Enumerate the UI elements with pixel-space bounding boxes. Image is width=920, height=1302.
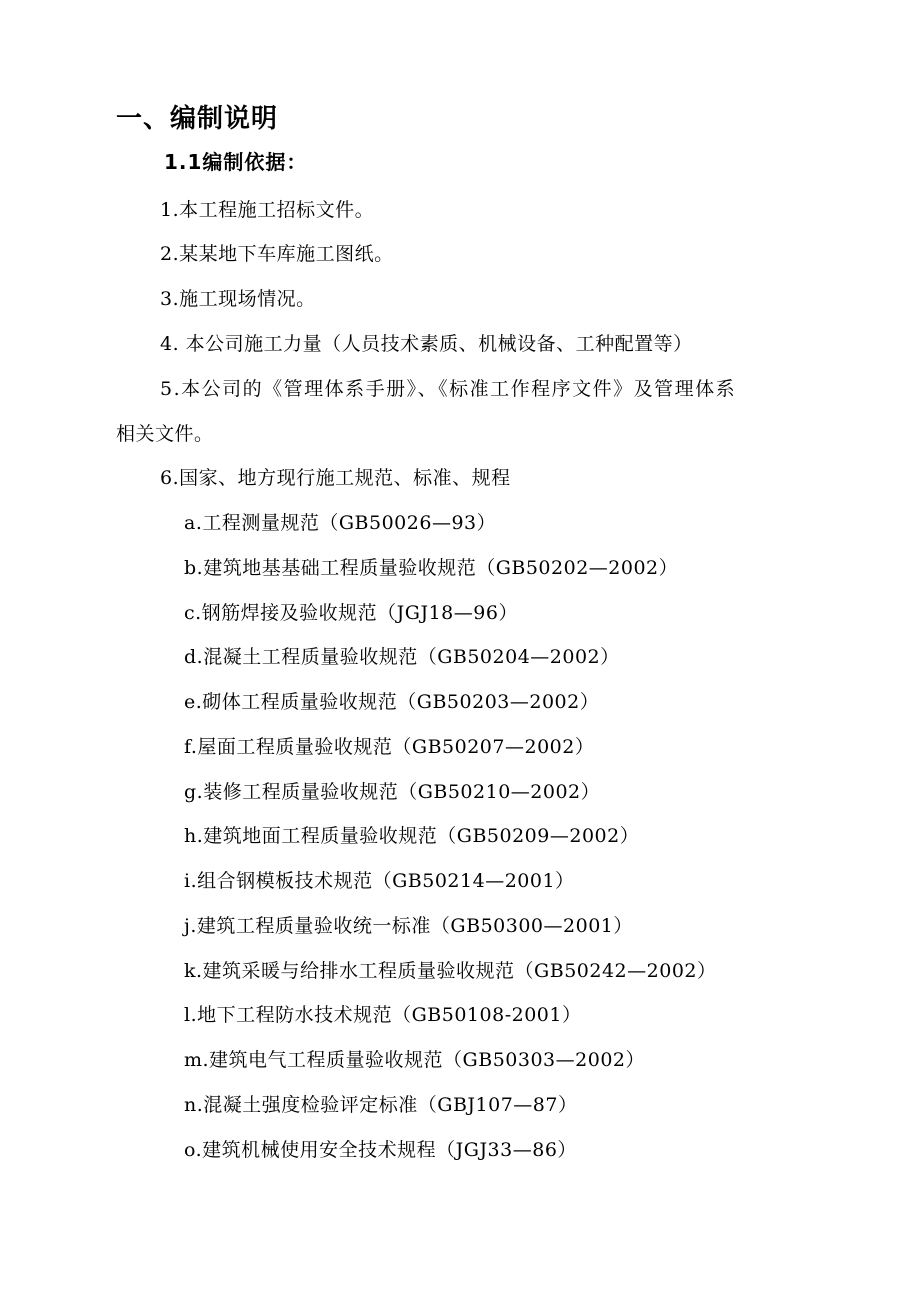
standard-item-n: n.混凝土强度检验评定标准（GBJ107—87） [184, 1094, 578, 1116]
standard-item-l: l.地下工程防水技术规范（GB50108-2001） [184, 1004, 582, 1026]
basis-item-3: 3.施工现场情况。 [160, 288, 316, 310]
basis-item-5-continued: 相关文件。 [116, 423, 214, 445]
basis-item-4: 4. 本公司施工力量（人员技术素质、机械设备、工种配置等） [160, 333, 693, 355]
subsection-heading: 1.1编制依据： [164, 150, 308, 174]
standard-item-k: k.建筑采暖与给排水工程质量验收规范（GB50242—2002） [184, 960, 717, 982]
standard-item-b: b.建筑地基基础工程质量验收规范（GB50202—2002） [184, 557, 679, 579]
basis-item-5: 5.本公司的《管理体系手册》、《标准工作程序文件》及管理体系 [160, 378, 737, 400]
standard-item-o: o.建筑机械使用安全技术规程（JGJ33—86） [184, 1139, 577, 1161]
standard-item-e: e.砌体工程质量验收规范（GB50203—2002） [184, 691, 600, 713]
basis-item-6: 6.国家、地方现行施工规范、标准、规程 [160, 467, 511, 489]
standard-item-c: c.钢筋焊接及验收规范（JGJ18—96） [184, 602, 518, 624]
section-heading: 一、编制说明 [116, 104, 279, 134]
standard-item-h: h.建筑地面工程质量验收规范（GB50209—2002） [184, 825, 640, 847]
standard-item-a: a.工程测量规范（GB50026—93） [184, 512, 497, 534]
standard-item-d: d.混凝土工程质量验收规范（GB50204—2002） [184, 646, 620, 668]
standard-item-m: m.建筑电气工程质量验收规范（GB50303—2002） [184, 1049, 645, 1071]
standard-item-f: f.屋面工程质量验收规范（GB50207—2002） [184, 736, 595, 758]
standard-item-g: g.装修工程质量验收规范（GB50210—2002） [184, 781, 601, 803]
basis-item-2: 2.某某地下车库施工图纸。 [160, 243, 394, 265]
standard-item-j: j.建筑工程质量验收统一标准（GB50300—2001） [184, 915, 633, 937]
basis-item-1: 1.本工程施工招标文件。 [160, 199, 375, 221]
standard-item-i: i.组合钢模板技术规范（GB50214—2001） [184, 870, 575, 892]
